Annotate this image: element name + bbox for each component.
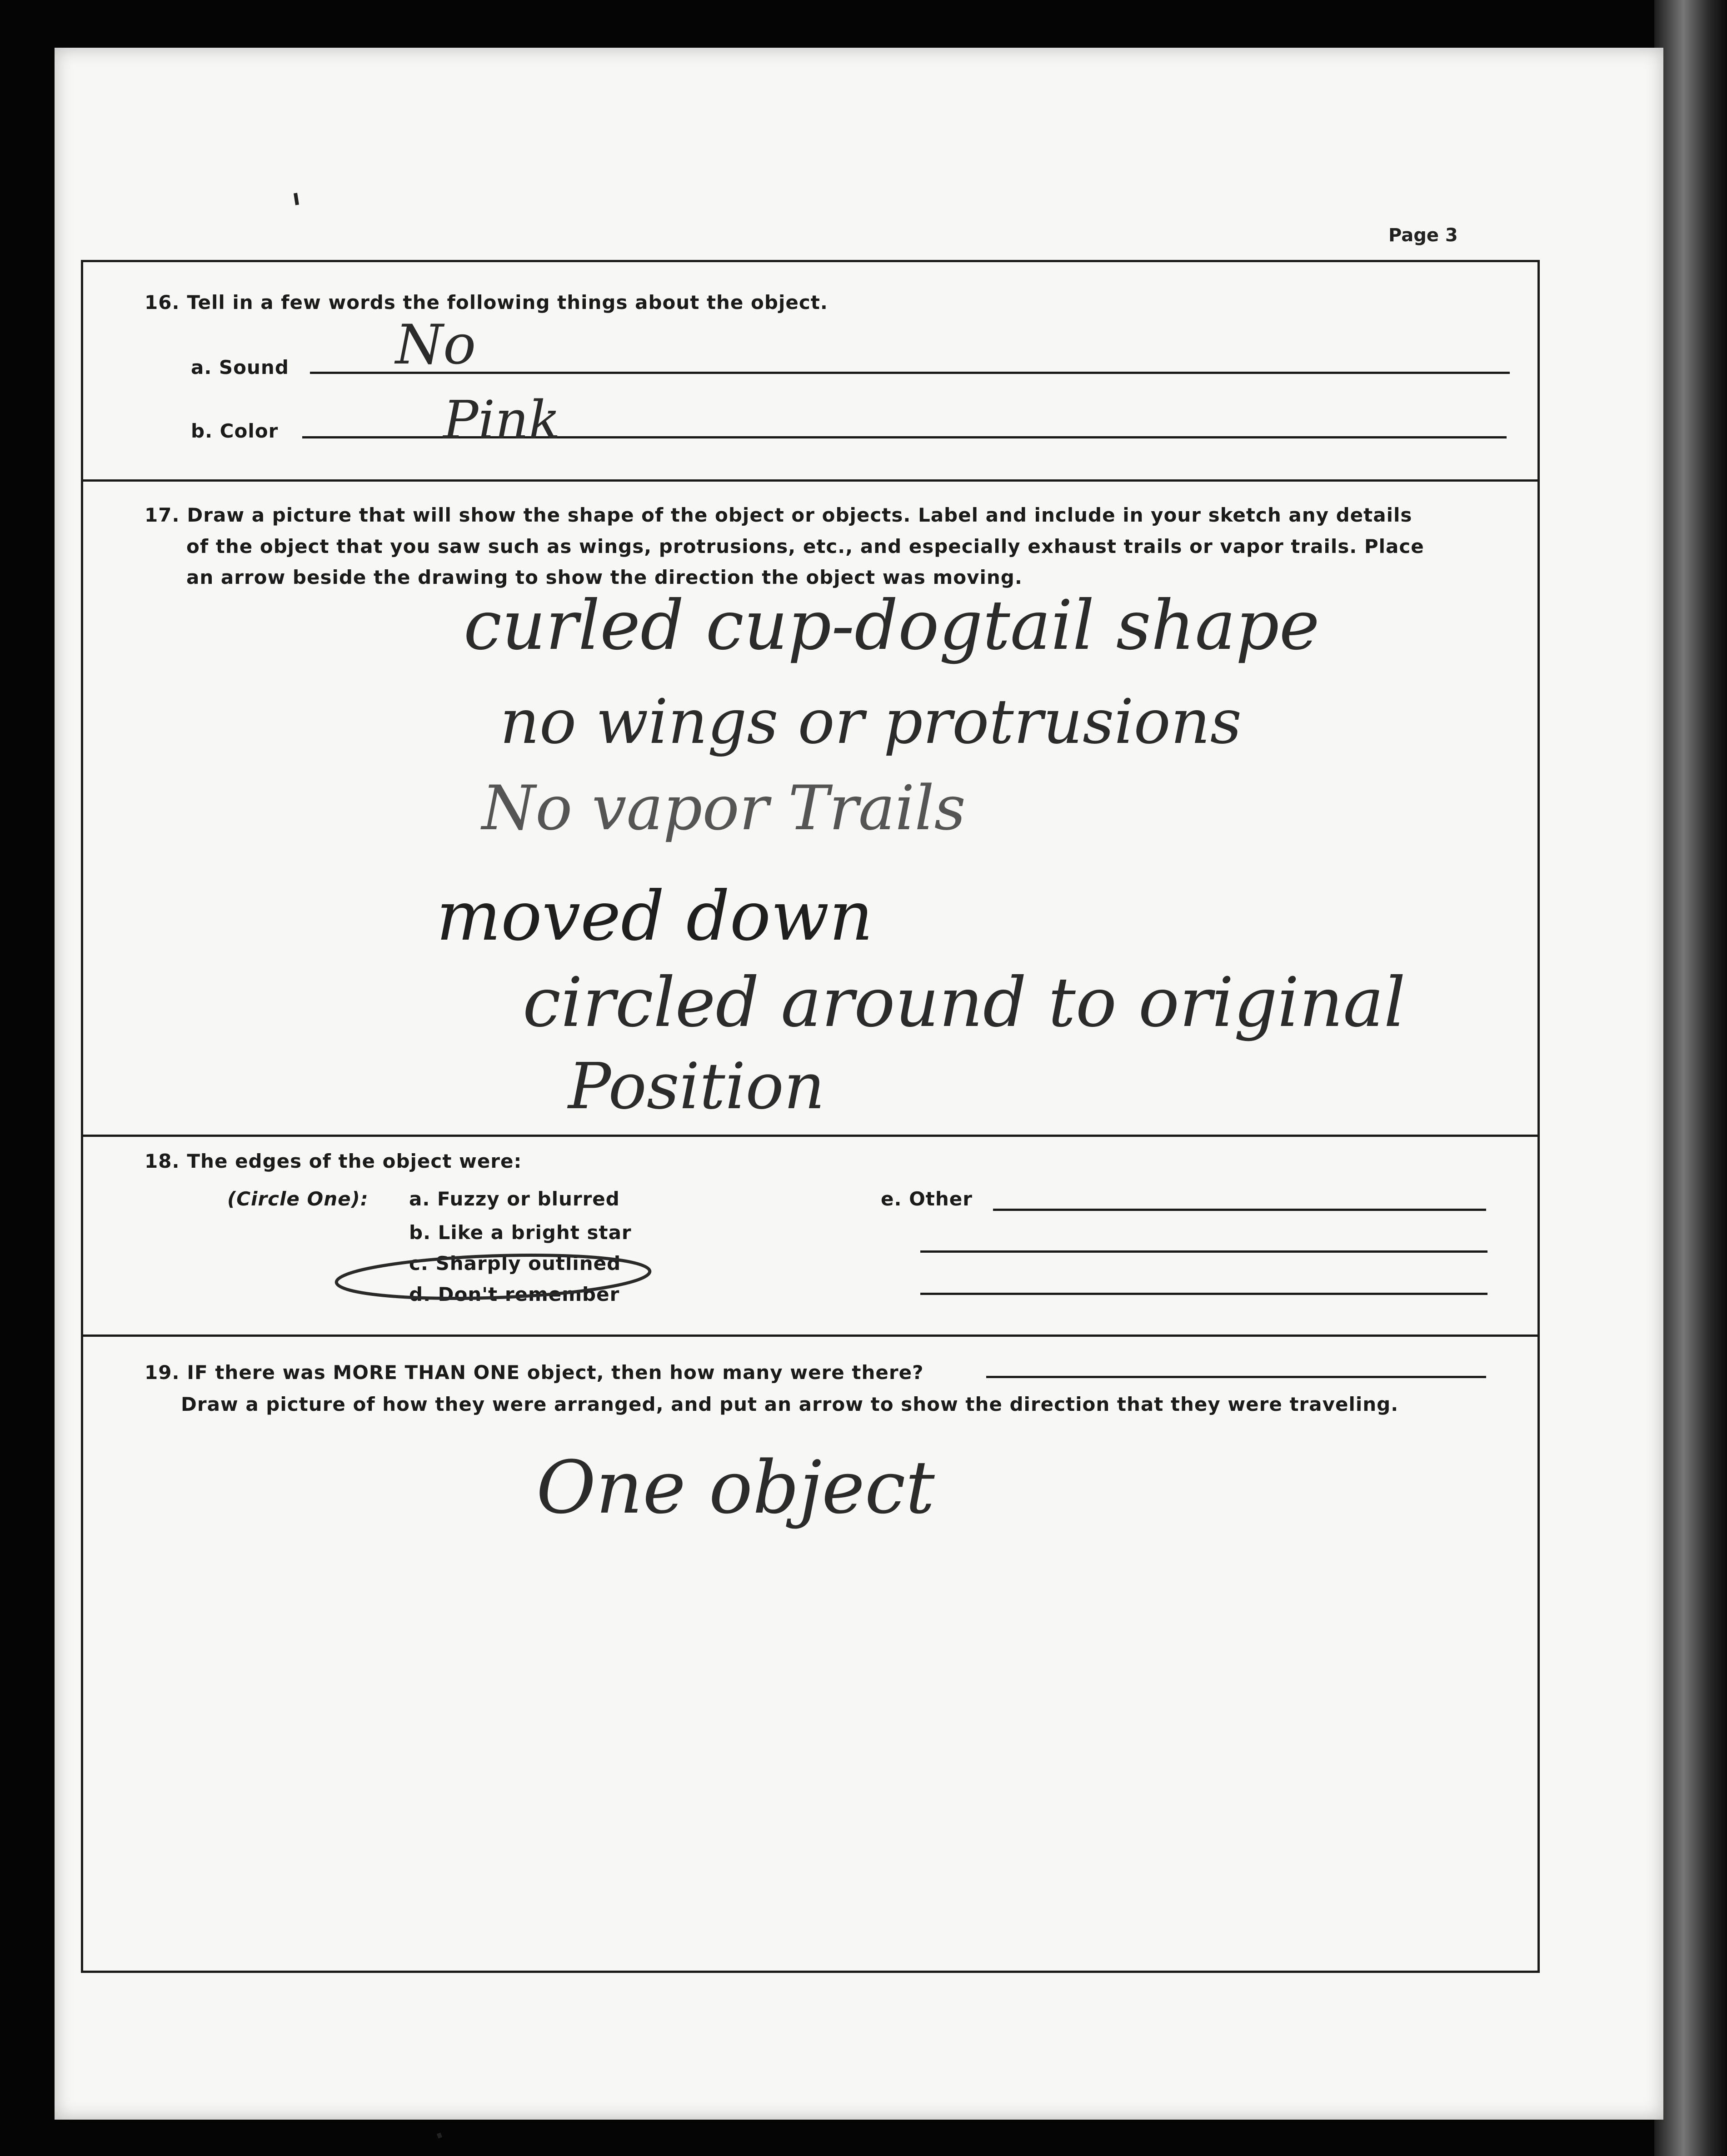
q18-prompt: 18. The edges of the object were:: [145, 1150, 522, 1172]
stray-dot: [295, 193, 297, 205]
q16-color-label: b. Color: [191, 420, 279, 442]
q17-prompt-line3: an arrow beside the drawing to show the direction the object was moving.: [186, 566, 1023, 588]
q18-option-c: c. Sharply outlined: [409, 1252, 621, 1275]
q17-handwriting-line3: No vapor Trails: [482, 772, 966, 844]
q19-prompt-line2: Draw a picture of how they were arranged, and put an arrow to show the direction that they were traveling.: [181, 1393, 1399, 1415]
q18-circle-label: (Circle One):: [227, 1188, 369, 1210]
q17-handwriting-line6: Position: [568, 1050, 825, 1124]
q16-sound-label: a. Sound: [191, 356, 289, 378]
q16-sound-answer: No: [395, 314, 476, 377]
q19-prompt-line1: 19. IF there was MORE THAN ONE object, then how many were there?: [145, 1361, 924, 1384]
q17-handwriting-line5: circled around to original: [523, 963, 1406, 1042]
q16-color-answer: Pink: [443, 390, 560, 451]
q17-handwriting-line4: moved down: [436, 877, 873, 956]
q17-prompt-line2: of the object that you saw such as wings, protrusions, etc., and especially exhaust trails or vapor trails. Place: [186, 535, 1424, 558]
stray-dot-2: [439, 2133, 440, 2138]
q18-option-d: d. Don't remember: [409, 1283, 620, 1305]
q18-other-label: e. Other: [881, 1188, 973, 1210]
circle-mark-option-c: [336, 1250, 651, 1303]
q16-prompt: 16. Tell in a few words the following things about the object.: [145, 291, 828, 314]
q19-handwriting: One object: [536, 1445, 935, 1530]
q18-option-a: a. Fuzzy or blurred: [409, 1188, 620, 1210]
page-number: Page 3: [1388, 225, 1458, 246]
q17-prompt-line1: 17. Draw a picture that will show the shape of the object or objects. Label and include in your sketch any details: [145, 504, 1413, 526]
q18-option-b: b. Like a bright star: [409, 1221, 632, 1244]
q17-handwriting-line1: curled cup-dogtail shape: [464, 586, 1320, 665]
q17-handwriting-line2: no wings or protrusions: [500, 686, 1242, 757]
